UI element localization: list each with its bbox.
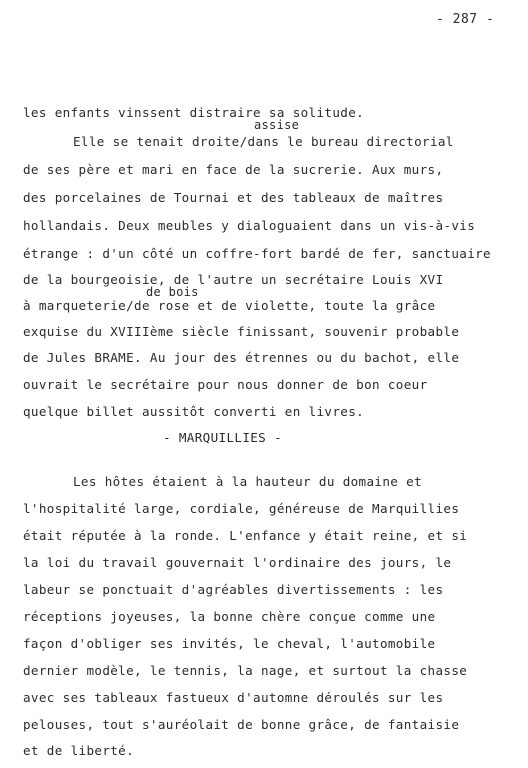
- text-line: Elle se tenait droite/dans le bureau directorial: [73, 134, 454, 149]
- text-line: réceptions joyeuses, la bonne chère conçue comme une: [23, 609, 436, 624]
- page-number: - 287 -: [436, 12, 495, 27]
- text-line: de Jules BRAME. Au jour des étrennes ou du bachot, elle: [23, 350, 460, 365]
- text-line: ouvrait le secrétaire pour nous donner de bon coeur: [23, 377, 428, 392]
- text-line: à marqueterie/de rose et de violette, toute la grâce: [23, 298, 436, 313]
- handwritten-insertion-de-bois: de bois: [146, 285, 199, 299]
- text-line: et de liberté.: [23, 743, 135, 758]
- text-line: Les hôtes étaient à la hauteur du domaine et: [73, 474, 423, 489]
- text-line: hollandais. Deux meubles y dialoguaient dans un vis-à-vis: [23, 218, 476, 233]
- text-line: labeur se ponctuait d'agréables divertissements : les: [23, 582, 444, 597]
- text-line: l'hospitalité large, cordiale, généreuse de Marquillies: [23, 501, 460, 516]
- text-line: avec ses tableaux fastueux d'automne déroulés sur les: [23, 690, 444, 705]
- text-line: de ses père et mari en face de la sucrerie. Aux murs,: [23, 162, 444, 177]
- section-heading: - MARQUILLIES -: [163, 430, 282, 445]
- text-line: façon d'obliger ses invités, le cheval, l'automobile: [23, 636, 436, 651]
- text-line: exquise du XVIIIème siècle finissant, souvenir probable: [23, 324, 460, 339]
- text-line: de la bourgeoisie, de l'autre un secrétaire Louis XVI: [23, 272, 444, 287]
- text-line: des porcelaines de Tournai et des tableaux de maîtres: [23, 190, 444, 205]
- text-line: étrange : d'un côté un coffre-fort bardé de fer, sanctuaire: [23, 246, 491, 261]
- text-line: quelque billet aussitôt converti en livres.: [23, 404, 365, 419]
- text-line: était réputée à la ronde. L'enfance y était reine, et si: [23, 528, 468, 543]
- text-line: dernier modèle, le tennis, la nage, et surtout la chasse: [23, 663, 468, 678]
- handwritten-insertion-assise: assise: [254, 118, 300, 132]
- text-line: les enfants vinssent distraire sa solitude.: [23, 105, 365, 120]
- text-line: pelouses, tout s'auréolait de bonne grâce, de fantaisie: [23, 717, 460, 732]
- text-line: la loi du travail gouvernait l'ordinaire des jours, le: [23, 555, 452, 570]
